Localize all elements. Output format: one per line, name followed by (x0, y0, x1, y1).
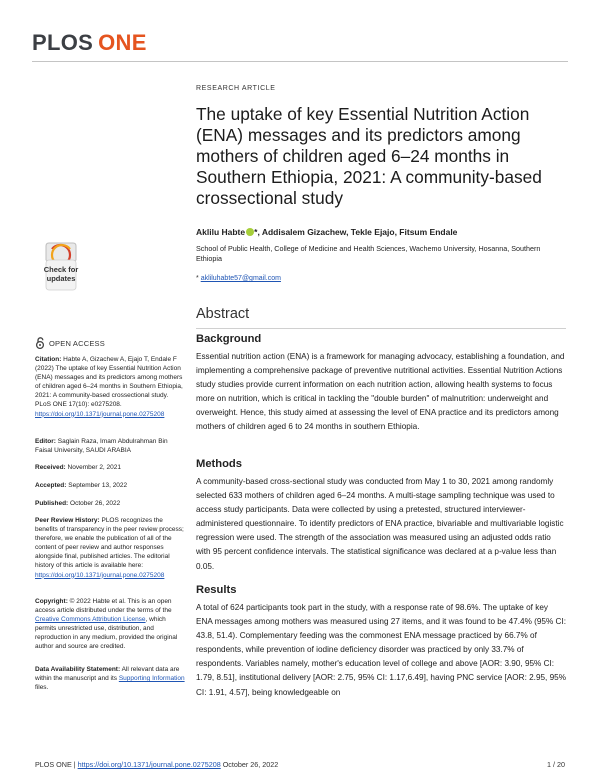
orcid-icon[interactable] (246, 228, 254, 236)
affiliation: School of Public Health, College of Medicine and Health Sciences, Wachemo University, Hosanna, Southern Ethiopia (196, 244, 541, 264)
results-text: A total of 624 participants took part in the study, with a response rate of 98.6%. The uptake of key ENA messages among mothers was measured using 27 items, and it was found to be 47.4% (95% CI: 43.8, 51.4). Complementary feeding was the commonest ENA message practiced by 66.7% of respondents, while prevention of iodine deficiency disorder was practiced by only 33.7% of respondents. Variables namely, mother's education level of college and above [AOR: 3.90, 95% CI: 1.79, 8.51], institutional delivery [AOR: 2.75, 95% CI: 1.17,6.49], having PNC service [AOR: 2.95, 95% CI: 1.91, 4.57], being knowledgeable on (196, 603, 566, 697)
citation-block (35, 355, 185, 419)
journal-logo[interactable] (32, 30, 147, 56)
abstract-divider (196, 328, 566, 329)
header-divider (32, 61, 568, 62)
footer-separator: | (73, 760, 76, 769)
first-author[interactable]: Aklilu Habte (196, 227, 246, 237)
supporting-info-link[interactable]: Supporting Information (118, 675, 185, 683)
copyright-text-1: © 2022 Habte et al. This is an open access article distributed under the terms of the (35, 598, 172, 615)
corresponding-mark: * (254, 227, 258, 237)
background-heading: Background (196, 333, 262, 345)
data-availability-text-2: files. (35, 684, 49, 692)
abstract-heading: Abstract (196, 306, 250, 322)
footer-date: October 26, 2022 (222, 760, 279, 769)
page-number: 1 / 20 (547, 760, 565, 769)
editor-block (35, 437, 185, 455)
page-footer (35, 760, 565, 769)
footer-doi-link[interactable]: https://doi.org/10.1371/journal.pone.0275208 (77, 760, 221, 769)
citation-doi-link[interactable]: https://doi.org/10.1371/journal.pone.0275208 (35, 410, 165, 418)
copyright-block (35, 597, 185, 652)
peer-review-block (35, 516, 185, 580)
accepted-date: September 13, 2022 (68, 482, 128, 489)
accepted-block (35, 481, 185, 490)
open-access-label: OPEN ACCESS (49, 338, 105, 348)
license-link[interactable]: Creative Commons Attribution License (35, 616, 146, 624)
editor-label: Editor: (35, 438, 56, 445)
article-title: The uptake of key Essential Nutrition Action (ENA) messages and its predictors among mothers of children aged 6–24 months in Southern Ethiopia, 2021: A community-based crossectional study (196, 104, 542, 208)
peer-review-link[interactable]: https://doi.org/10.1371/journal.pone.0275208 (35, 571, 165, 579)
data-availability-block (35, 665, 185, 692)
other-authors: , Addisalem Gizachew, Tekle Ejajo, Fitsum Endale (257, 227, 458, 237)
citation-label: Citation: (35, 356, 62, 363)
data-availability-text-1: All relevant data are within the manuscript and its (35, 666, 180, 683)
data-availability-label: Data Availability Statement: (35, 666, 121, 673)
peer-review-label: Peer Review History: (35, 517, 100, 524)
editor-text: Saglain Raza, Imam Abdulrahman Bin Faisal University, SAUDI ARABIA (35, 438, 168, 455)
received-date: November 2, 2021 (67, 464, 122, 471)
open-access-badge (35, 337, 105, 349)
check-for-updates-line1: Check for (43, 265, 79, 274)
methods-heading: Methods (196, 458, 242, 470)
background-text: Essential nutrition action (ENA) is a framework for managing advocacy, establishing a foundation, and implementing a comprehensive package of preventive nutritional activities. Essential Nutrition Actions study studies provide current information on each nutrition action, allowing health systems to focus more on nutrition, which is critical in tackling the "double burden" of malnutrition: underweight and overweight. Hence, this study aimed at assessing the level of ENA practice and its predictors among mothers of children aged 6 to 24 months in southern Ethiopia. (196, 352, 565, 432)
methods-text: A community-based cross-sectional study was conducted from May 1 to 30, 2021 among randomly selected 633 mothers of children aged 6–24 months. A multi-stage sampling technique was used to access study participants. Data were collected by using a pretested, structured interviewer-administered questionnaire. To identify predictors of ENA practice, bivariable and multivariable logistic regression were used. The strength of the association was measured using an adjusted odds ratio with 95 percent confidence intervals. The statistical significance was declared at a p-value less than 0.05. (196, 477, 564, 571)
received-label: Received: (35, 464, 66, 471)
check-for-updates-line2: updates (46, 273, 76, 283)
correspondence-email-link[interactable]: akliluhabte57@gmail.com (200, 275, 281, 282)
check-for-updates-label[interactable] (35, 266, 87, 283)
copyright-text-2: , which permits unrestricted use, distribution, and reproduction in any medium, provided the original author and source are credited. (35, 616, 178, 651)
published-label: Published: (35, 500, 69, 507)
accepted-label: Accepted: (35, 482, 67, 489)
author-list (196, 227, 566, 237)
received-block (35, 463, 185, 472)
research-article-label: RESEARCH ARTICLE (196, 85, 276, 92)
correspondence (196, 275, 566, 282)
footer-journal: PLOS ONE (35, 760, 72, 769)
citation-text: Habte A, Gizachew A, Ejajo T, Endale F (2022) The uptake of key Essential Nutrition Action (ENA) messages and its predictors among mothers of children aged 6–24 months in Southern Ethiopia, 2021: A community-based crossectional study. PLoS ONE 17(10): e0275208. (35, 356, 183, 409)
results-heading: Results (196, 584, 237, 596)
published-date: October 26, 2022 (70, 500, 121, 507)
journal-name-plos: PLOS (32, 30, 94, 55)
open-access-lock-icon (35, 337, 45, 349)
copyright-label: Copyright: (35, 598, 68, 605)
correspondence-mark: * (196, 275, 199, 282)
journal-name-one: ONE (98, 30, 147, 55)
peer-review-text: PLOS recognizes the benefits of transparency in the peer review process; therefore, we enable the publication of all of the content of peer review and author responses alongside final, published articles. The editorial history of this article is available here: (35, 517, 184, 570)
published-block (35, 499, 185, 508)
